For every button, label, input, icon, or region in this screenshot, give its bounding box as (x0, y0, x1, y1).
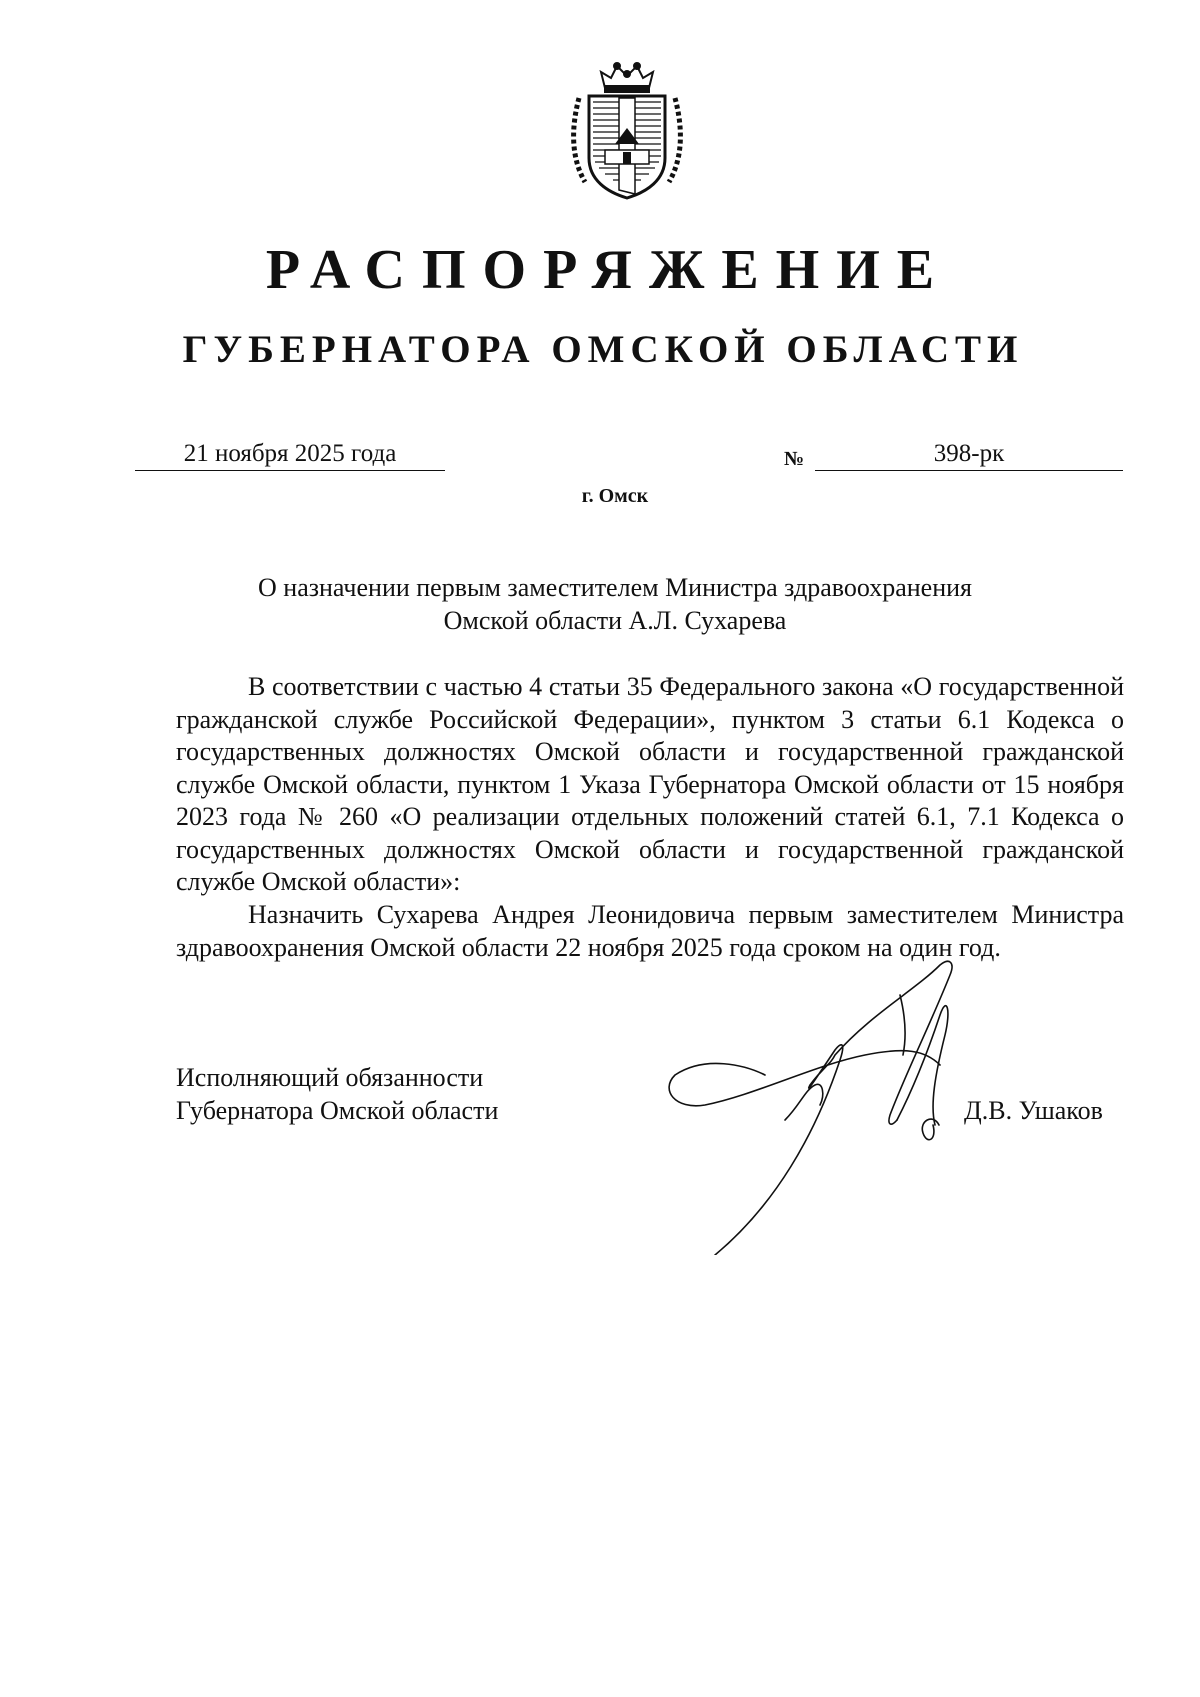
document-title: РАСПОРЯЖЕНИЕ (265, 239, 952, 301)
position-line-2: Губернатора Омской области (176, 1096, 499, 1125)
paragraph-text: Назначить Сухарева Андрея Леонидовича первым заместителем Министра здравоохранения Омской области 22 ноября 2025 года сроком на один год. (176, 900, 1124, 962)
document-date: 21 ноября 2025 года (135, 438, 445, 471)
paragraph-text: В соответствии с частью 4 статьи 35 Федерального закона «О государственной гражданской службе Российской Федерации», пунктом 3 статьи 6.1 Кодекса о государственных должностях Омской области и государственной гражданской службе Омской области, пунктом 1 Указа Губернатора Омской области от 15 ноября 2023 года № 260 «О реализации отдельных положений статей 6.1, 7.1 Кодекса о государственных должностях Омской области и государственной гражданской службе Омской области»: (176, 672, 1124, 896)
position-line-1: Исполняющий обязанности (176, 1063, 484, 1092)
heading-line-2: Омской области А.Л. Сухарева (443, 606, 787, 635)
signatory-position (176, 1061, 498, 1127)
number-sign-label: № (784, 448, 805, 470)
city-name: г. Омск (581, 485, 649, 507)
document-heading (200, 571, 1030, 637)
document-number: 398-рк (815, 438, 1123, 471)
handwritten-signature-icon (665, 955, 1045, 1255)
coat-of-arms-icon (565, 58, 689, 204)
heading-line-1: О назначении первым заместителем Министра здравоохранения (258, 573, 972, 602)
document-subtitle: ГУБЕРНАТОРА ОМСКОЙ ОБЛАСТИ (182, 328, 1024, 371)
signatory-name: Д.В. Ушаков (964, 1096, 1103, 1125)
body-paragraph-1 (176, 671, 1124, 899)
